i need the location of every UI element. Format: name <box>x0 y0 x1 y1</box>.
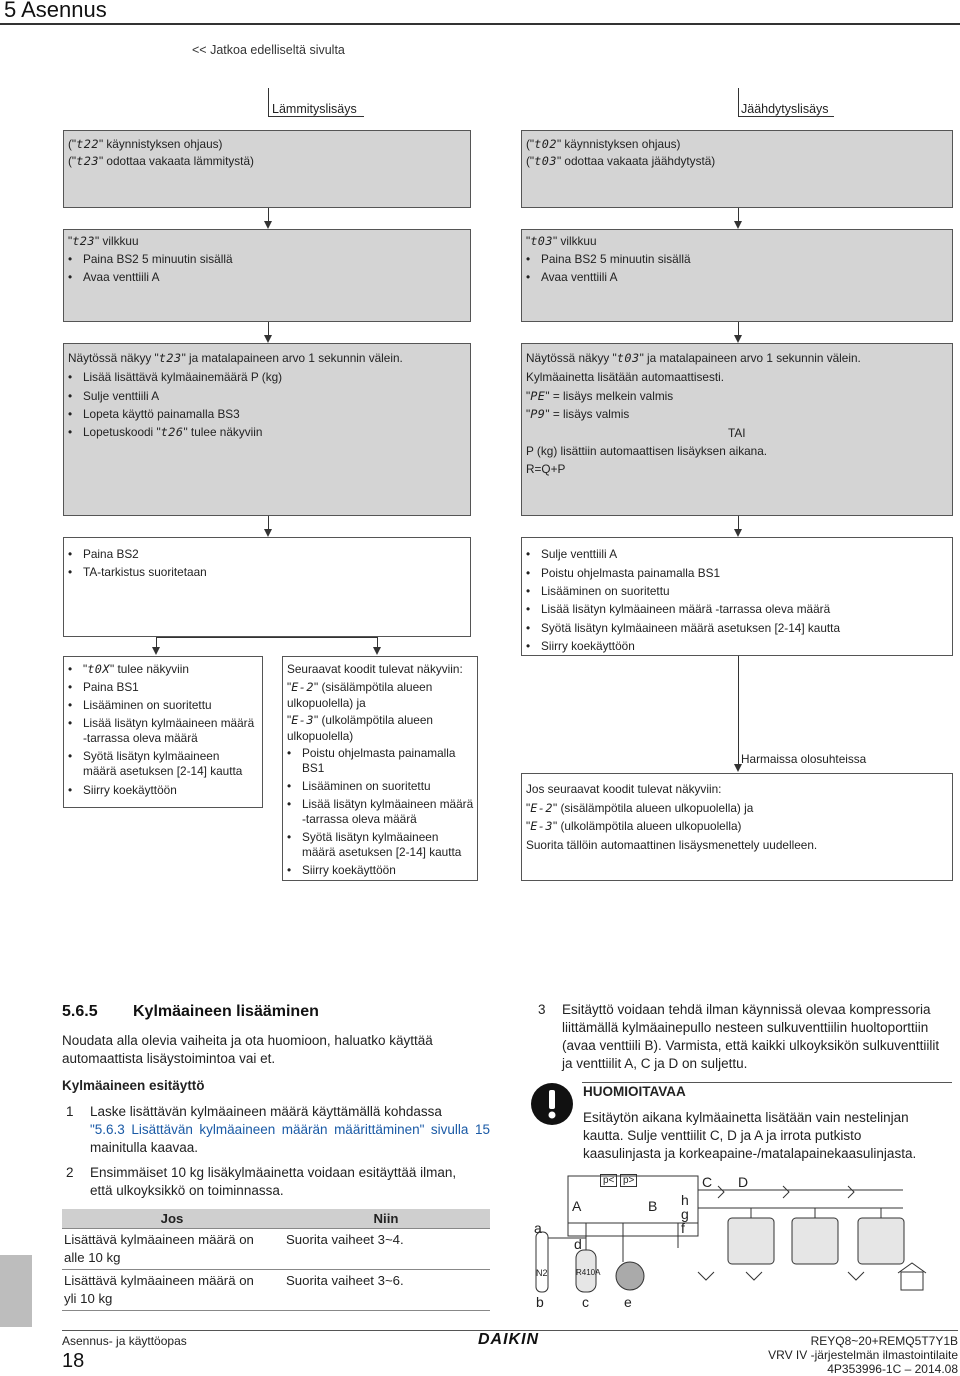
cool-box-5: Jos seuraavat koodit tulevat näkyviin: "E-2" (sisälämpötila alueen ulkopuolella) ja "E-3" (ulkolämpötila alueen ulkopuolella) Suorita tällöin automaattinen lisäysmenettely uudelleen. <box>521 773 953 881</box>
table-header: Niin <box>282 1209 490 1229</box>
step-3-line-3: (avaa venttiili B). Varmista, että kaikki ulkoyksikön sulkuventtiilit <box>562 1038 940 1053</box>
list-item-cont: BS1 <box>302 761 325 775</box>
display-code: t23 <box>76 154 99 168</box>
display-code: P9 <box>530 407 546 421</box>
step-2-line-2: että ulkoyksikkö on toiminnassa. <box>90 1183 284 1198</box>
grey-conditions-label: Harmaissa olosuhteissa <box>741 752 867 766</box>
list-item: • Poistu ohjelmasta painamalla <box>302 744 455 762</box>
warning-icon <box>530 1082 574 1131</box>
diagram-label: d <box>574 1236 582 1252</box>
diagram-label: c <box>582 1294 589 1310</box>
list-item: • Lopetuskoodi "t26" tulee näkyviin <box>83 423 262 441</box>
heat-box-5b: Seuraavat koodit tulevat näkyviin: "E-2" (sisälämpötila alueen ulkopuolella) ja "E-3" (ulkolämpötila alueen ulkopuolella) • Poistu ohjelmasta painamalla BS1 • Lisääminen on suoritettu • Lisää lisätyn kylmäaineen määrä -tarrassa oleva määrä • Syötä lisätyn kylmäaineen määrä asetuksen [2-14] kautta • Siirry koekäyttöön <box>282 656 478 881</box>
footer-series: VRV IV -järjestelmän ilmastointilaite <box>768 1348 958 1362</box>
text-line: Suorita tällöin automaattinen lisäysmenettely uudelleen. <box>526 838 818 852</box>
display-code: t23 <box>158 351 182 365</box>
table-row: Lisättävä kylmäaineen määrä on alle 10 kg Suorita vaiheet 3~4. <box>62 1229 490 1270</box>
diagram-label: N2 <box>536 1268 548 1278</box>
list-item: • Paina BS2 5 minuutin sisällä <box>541 250 691 268</box>
list-item: • Siirry koekäyttöön <box>302 861 396 879</box>
diagram-label: h <box>681 1192 689 1208</box>
heat-box-5a <box>63 656 263 808</box>
list-item: • Paina BS2 <box>83 545 139 563</box>
page-number: 18 <box>62 1350 85 1372</box>
heat-box-1: ("t22" käynnistyksen ohjaus) ("t23" odottaa vakaata lämmitystä) <box>63 130 471 208</box>
step-number: 2 <box>66 1165 74 1180</box>
step-3-line-1: Esitäyttö voidaan tehdä ilman käynnissä olevaa kompressoria <box>562 1002 931 1017</box>
list-item: • Sulje venttiili A <box>83 387 159 405</box>
list-item: • Poistu ohjelmasta painamalla BS1 <box>541 564 720 582</box>
list-item: • Siirry koekäyttöön <box>541 637 635 655</box>
display-code: t03 <box>530 234 554 248</box>
notice-line-3: kaasulinjasta ja korkeapaine-/matalapainekaasulinjasta. <box>583 1146 917 1161</box>
list-item: • Paina BS2 5 minuutin sisällä <box>83 250 233 268</box>
table-header: Jos <box>62 1209 282 1229</box>
text-line: ulkopuolella) <box>287 729 354 743</box>
display-code: t02 <box>534 137 557 151</box>
diagram-label: g <box>681 1206 689 1222</box>
footer-model: REYQ8~20+REMQ5T7Y1B <box>810 1334 958 1348</box>
diagram-label: f <box>681 1220 685 1236</box>
diagram-label: b <box>536 1294 544 1310</box>
cool-box-1: ("t02" käynnistyksen ohjaus) ("t03" odottaa vakaata jäähdytystä) <box>521 130 953 208</box>
footer-doc-code: 4P353996-1C – 2014.08 <box>827 1362 958 1376</box>
cool-box-4 <box>521 537 953 656</box>
list-item: • Lisää lisätyn kylmäaineen määrä -tarrassa oleva määrä <box>541 600 830 618</box>
display-code: t03 <box>534 154 557 168</box>
list-item: • Syötä lisätyn kylmäaineen <box>83 747 219 765</box>
step-number: 1 <box>66 1104 74 1119</box>
section-number: 5.6.5 <box>62 1003 98 1020</box>
step-1-text: Laske lisättävän kylmäaineen määrä käyttämällä kohdassa <box>90 1104 442 1119</box>
continuation-note: << Jatkoa edelliseltä sivulta <box>192 43 345 57</box>
display-code: E-2 <box>530 801 554 815</box>
diagram-label: p> <box>620 1174 637 1187</box>
diagram-label: C <box>702 1174 713 1190</box>
display-code: E-3 <box>530 819 554 833</box>
table-row: Lisättävä kylmäaineen määrä on yli 10 kg Suorita vaiheet 3~6. <box>62 1270 490 1311</box>
heat-box-3: Näytössä näkyy "t23" ja matalapaineen arvo 1 sekunnin välein. • Lisää lisättävä kylmäainemäärä P (kg) • Sulje venttiili A • Lopeta käyttö painamalla BS3 • Lopetuskoodi "t26" tulee näkyviin <box>63 343 471 516</box>
intro-line-2: automaattista lisäystoimintoa vai et. <box>62 1051 276 1066</box>
notice-line-2: kautta. Sulje venttiilit C, D ja A ja irrota putkisto <box>583 1128 862 1143</box>
diagram-label: p< <box>600 1174 617 1187</box>
step-2-text: Ensimmäiset 10 kg lisäkylmäainetta voidaan esitäyttää ilman, <box>90 1165 457 1180</box>
diagram-label: A <box>572 1198 582 1214</box>
cool-box-2: "t03" vilkkuu • Paina BS2 5 minuutin sisällä • Avaa venttiili A <box>521 229 953 322</box>
display-code: E-2 <box>291 680 315 694</box>
diagram-label: a <box>534 1220 542 1236</box>
list-item: • Syötä lisätyn kylmäaineen määrä asetuksen [2-14] kautta <box>541 619 840 637</box>
text-line: ulkopuolella) ja <box>287 696 366 710</box>
list-item-cont: -tarrassa oleva määrä <box>302 812 417 826</box>
precharge-diagram <box>528 1168 958 1318</box>
list-item: • Lisääminen on suoritettu <box>302 777 431 795</box>
section-title: Kylmäaineen lisääminen <box>133 1003 319 1020</box>
display-code: t26 <box>160 425 184 439</box>
intro-line-1: Noudata alla olevia vaiheita ja ota huomioon, haluatko käyttää <box>62 1033 433 1048</box>
diagram-label: e <box>624 1294 632 1310</box>
list-item: • Lopeta käyttö painamalla BS3 <box>83 405 240 423</box>
list-item: • Syötä lisätyn kylmäaineen <box>302 828 438 846</box>
display-code: t03 <box>616 351 640 365</box>
subheading: Kylmäaineen esitäyttö <box>62 1078 205 1093</box>
heat-box-2: "t23" vilkkuu • Paina BS2 5 minuutin sisällä • Avaa venttiili A <box>63 229 471 322</box>
text-line: P (kg) lisättiin automaattisen lisäyksen aikana. <box>526 444 768 458</box>
heat-box-4 <box>63 537 471 637</box>
list-item: • TA-tarkistus suoritetaan <box>83 563 207 581</box>
list-item: • Lisääminen on suoritettu <box>541 582 670 600</box>
step-number: 3 <box>538 1002 546 1017</box>
cool-box-3: Näytössä näkyy "t03" ja matalapaineen arvo 1 sekunnin välein. Kylmäainetta lisätään automaattisesti. "PE" = lisäys melkein valmis "P9" = lisäys valmis TAI P (kg) lisättiin automaattisen lisäyksen aikana. R=Q+P <box>521 343 953 516</box>
heating-branch-label: Lämmityslisäys <box>272 102 357 116</box>
list-item-cont: määrä asetuksen [2-14] kautta <box>83 764 243 778</box>
display-code: t23 <box>72 234 96 248</box>
list-item-cont: määrä asetuksen [2-14] kautta <box>302 845 462 859</box>
list-item: • Paina BS1 <box>83 678 139 696</box>
display-code: PE <box>530 389 546 403</box>
header-rule <box>0 23 960 25</box>
piping-diagram-svg <box>528 1168 958 1318</box>
list-item: • Avaa venttiili A <box>83 268 160 286</box>
list-item: • Avaa venttiili A <box>541 268 618 286</box>
notice-title: HUOMIOITAVAA <box>583 1084 686 1099</box>
display-code: t0X <box>87 662 111 676</box>
list-item-cont: -tarrassa oleva määrä <box>83 731 198 745</box>
display-code: t22 <box>76 137 99 151</box>
page-header <box>0 0 960 22</box>
step-1-line-2: "5.6.3 Lisättävän kylmäaineen määrän määrittäminen" sivulla 15 mainitulla kaavaa. <box>90 1122 490 1155</box>
or-label: TAI <box>728 426 746 440</box>
text-line: Jos seuraavat koodit tulevat näkyviin: <box>526 782 722 796</box>
list-item: • Lisääminen on suoritettu <box>83 696 212 714</box>
display-code: E-3 <box>291 713 315 727</box>
step-3-line-4: ja venttiilit A, C ja D on suljettu. <box>562 1056 748 1071</box>
text-line: Kylmäainetta lisätään automaattisesti. <box>526 370 725 384</box>
list-item: • Lisää lisättävä kylmäainemäärä P (kg) <box>83 368 282 386</box>
cooling-branch-label: Jäähdytyslisäys <box>741 102 829 116</box>
list-item: • "t0X" tulee näkyviin <box>83 660 189 678</box>
list-item: • Siirry koekäyttöön <box>83 781 177 799</box>
chapter-tab <box>0 1255 32 1327</box>
page-reference-link[interactable]: "5.6.3 Lisättävän kylmäaineen määrän määrittäminen" sivulla 15 <box>90 1122 490 1137</box>
footer-doc-type: Asennus- ja käyttöopas <box>62 1334 187 1348</box>
diagram-label: B <box>648 1198 658 1214</box>
diagram-label: D <box>738 1174 749 1190</box>
condition-table <box>62 1209 490 1311</box>
list-item: • Sulje venttiili A <box>541 545 617 563</box>
list-item: • Lisää lisätyn kylmäaineen määrä <box>83 714 254 732</box>
text-line: Seuraavat koodit tulevat näkyviin: <box>287 662 463 676</box>
formula: R=Q+P <box>526 462 566 476</box>
diagram-label: R410A <box>576 1268 601 1277</box>
list-item: • Lisää lisätyn kylmäaineen määrä <box>302 795 473 813</box>
step-3-line-2: liittämällä kylmäainepullo nesteen sulkuventtiilin huoltoporttiin <box>562 1020 929 1035</box>
brand-logo: DAIKIN <box>478 1331 540 1348</box>
section-heading: 5 Asennus <box>4 0 107 22</box>
notice-line-1: Esitäytön aikana kylmäainetta lisätään vain nestelinjan <box>583 1110 909 1125</box>
